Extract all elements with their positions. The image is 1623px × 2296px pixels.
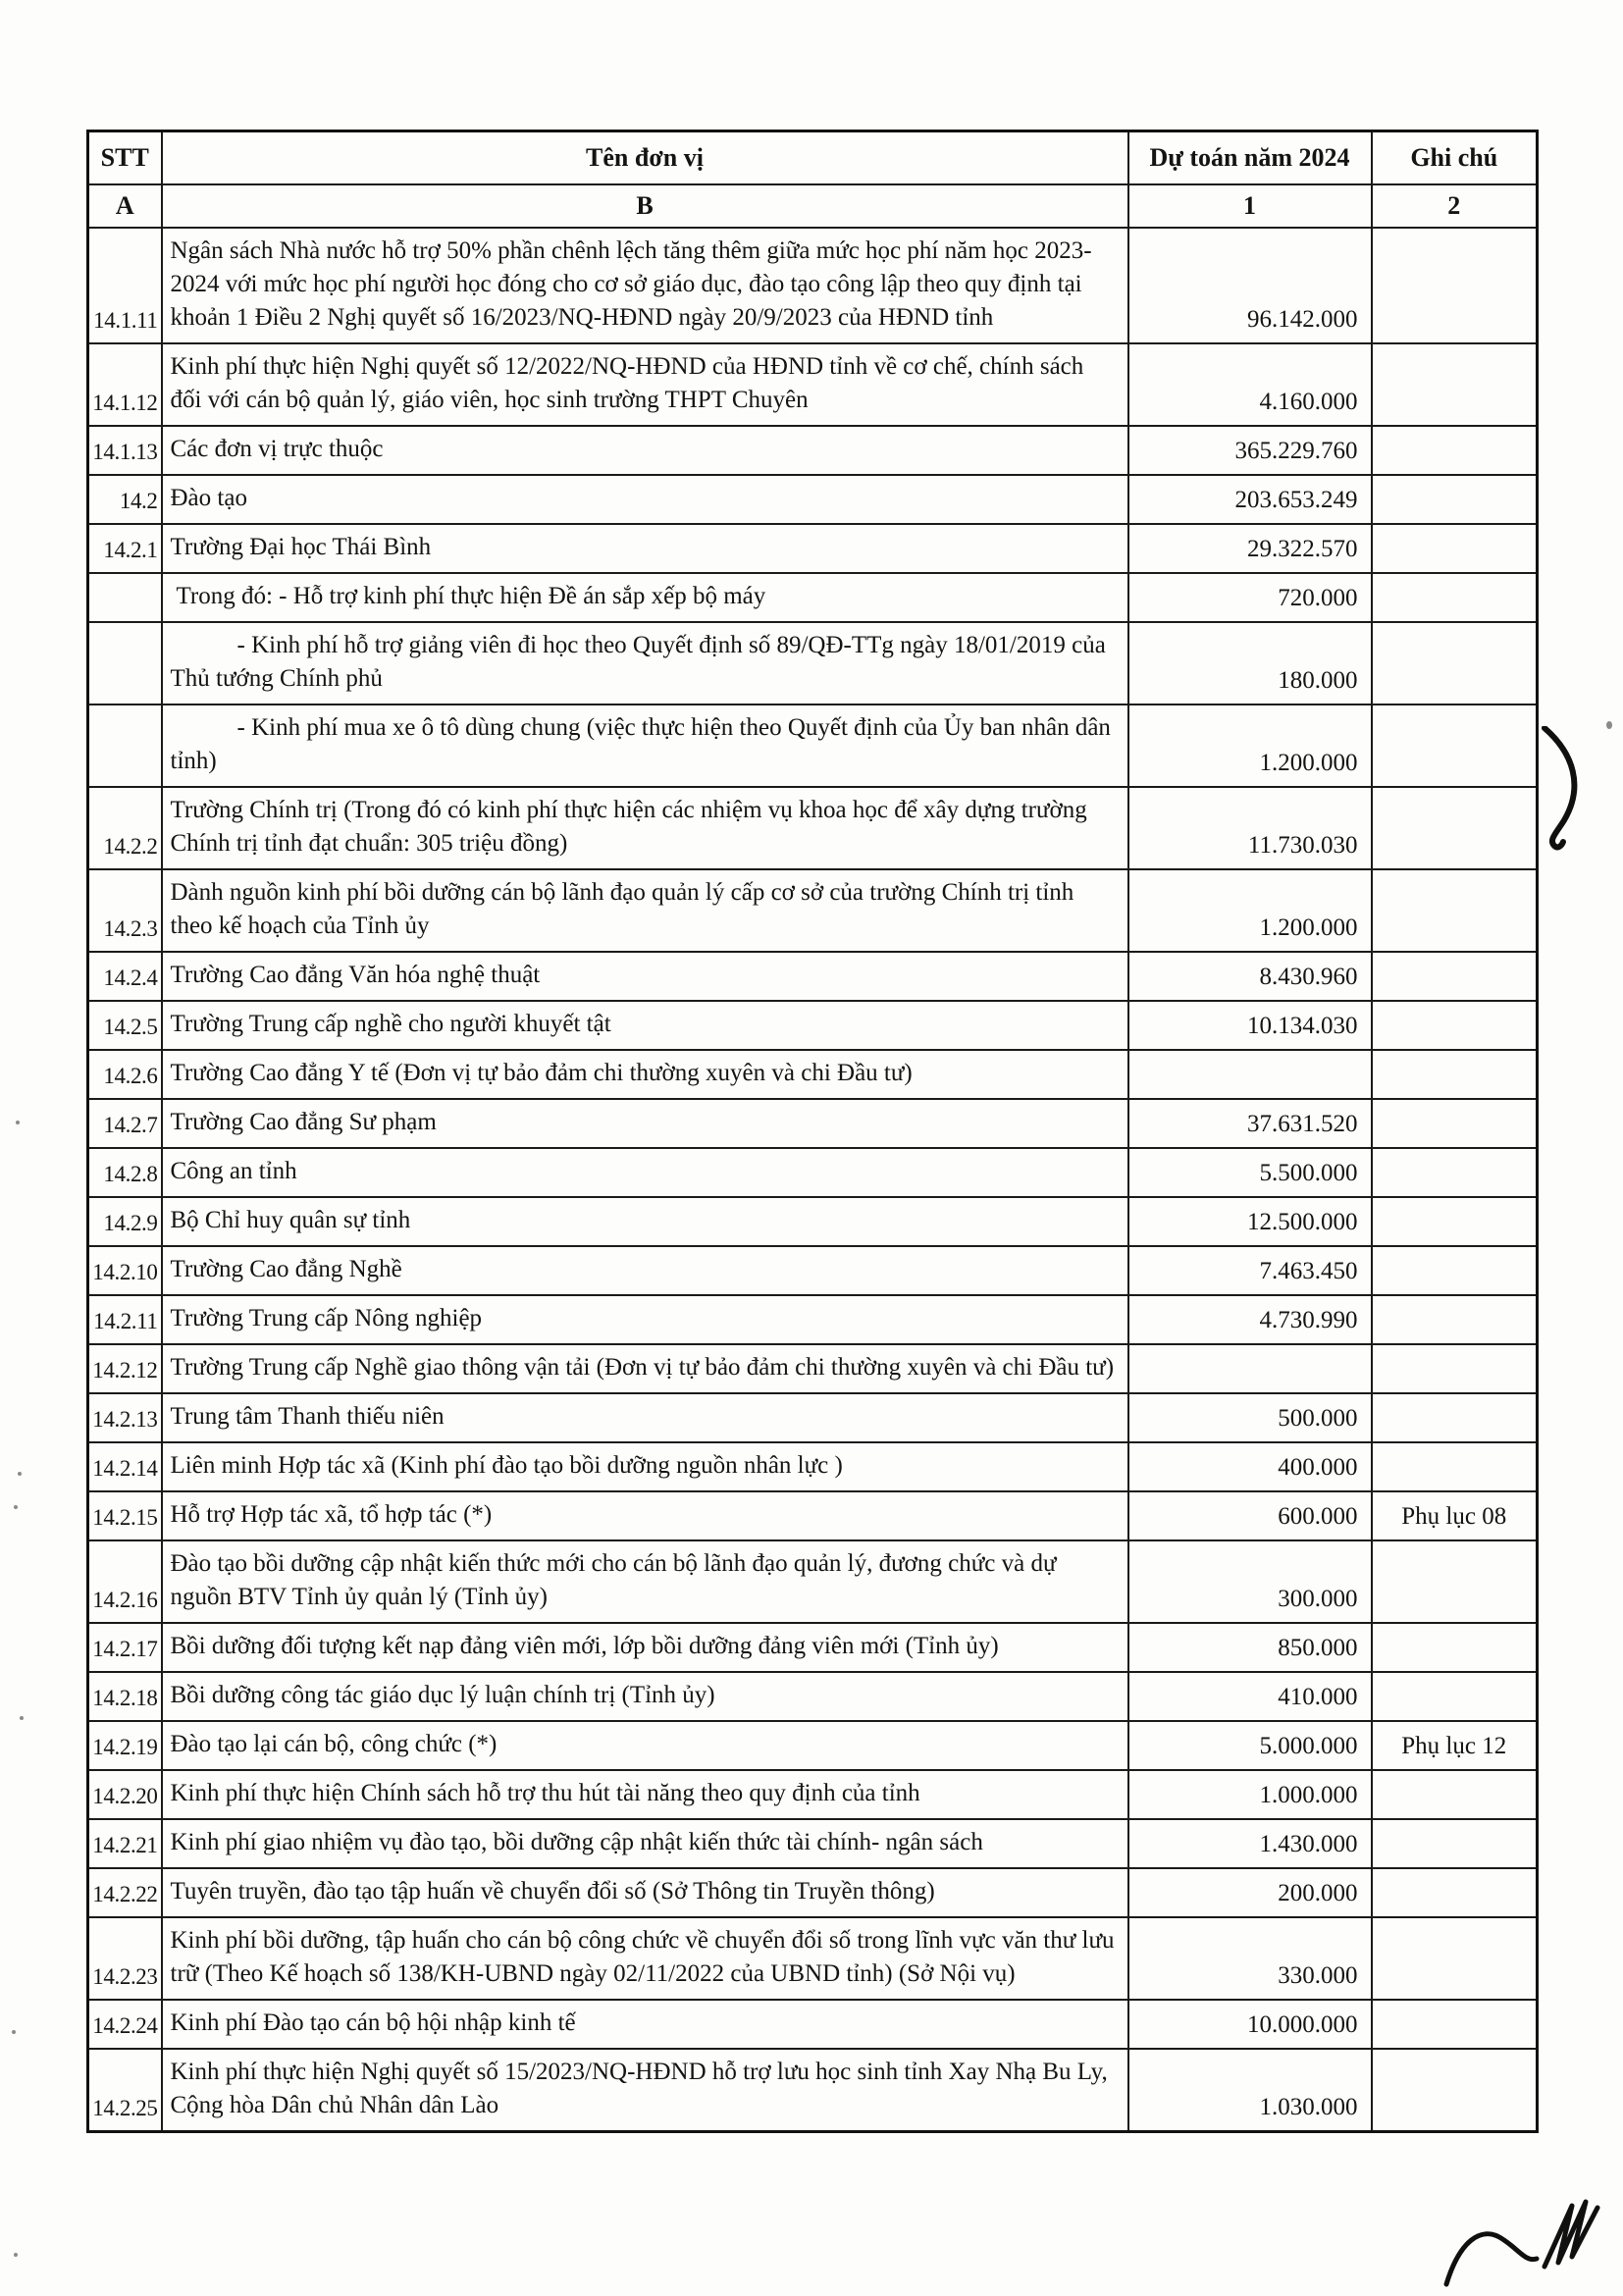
row-budget-value: 1.200.000 (1128, 869, 1372, 952)
col-header-unit-name: Tên đơn vị (162, 131, 1128, 185)
row-note (1372, 1672, 1538, 1721)
row-stt: 14.2.9 (88, 1197, 162, 1246)
row-stt (88, 704, 162, 787)
ink-speck (16, 1121, 20, 1124)
table-row (88, 869, 1538, 952)
row-note (1372, 1442, 1538, 1491)
row-note (1372, 1148, 1538, 1197)
row-unit-name: Kinh phí thực hiện Nghị quyết số 15/2023/NQ-HĐND hỗ trợ lưu học sinh tỉnh Xay Nhạ Bu Ly, Cộng hòa Dân chủ Nhân dân Lào (162, 2049, 1128, 2132)
table-row (88, 1917, 1538, 2000)
table-row (88, 1540, 1538, 1623)
table-row (88, 1050, 1538, 1099)
row-unit-name: Hỗ trợ Hợp tác xã, tổ hợp tác (*) (162, 1491, 1128, 1540)
row-note (1372, 1001, 1538, 1050)
table-row (88, 524, 1538, 573)
table-row (88, 228, 1538, 343)
row-note (1372, 1393, 1538, 1442)
row-budget-value: 400.000 (1128, 1442, 1372, 1491)
row-unit-name: Bồi dưỡng đối tượng kết nạp đảng viên mới, lớp bồi dưỡng đảng viên mới (Tỉnh ủy) (162, 1623, 1128, 1672)
row-unit-name: Công an tỉnh (162, 1148, 1128, 1197)
table-row (88, 787, 1538, 869)
row-note: Phụ lục 08 (1372, 1491, 1538, 1540)
row-unit-name: Đào tạo (162, 475, 1128, 524)
row-budget-value: 96.142.000 (1128, 228, 1372, 343)
row-budget-value: 7.463.450 (1128, 1246, 1372, 1295)
row-stt: 14.2.6 (88, 1050, 162, 1099)
col-header-stt: STT (88, 131, 162, 185)
table-row (88, 1442, 1538, 1491)
row-stt: 14.2.16 (88, 1540, 162, 1623)
table-row (88, 1721, 1538, 1770)
row-unit-name: Trung tâm Thanh thiếu niên (162, 1393, 1128, 1442)
col-subheader-1: 1 (1128, 184, 1372, 228)
table-row (88, 2049, 1538, 2132)
row-unit-name: Kinh phí thực hiện Nghị quyết số 12/2022/NQ-HĐND của HĐND tỉnh về cơ chế, chính sách đối với cán bộ quản lý, giáo viên, học sinh trường THPT Chuyên (162, 343, 1128, 426)
row-budget-value: 4.730.990 (1128, 1295, 1372, 1344)
ink-speck (14, 1505, 18, 1509)
table-row (88, 1770, 1538, 1819)
col-subheader-2: 2 (1372, 184, 1538, 228)
ink-brace-mark (1531, 726, 1609, 854)
table-row (88, 1099, 1538, 1148)
row-stt: 14.2.23 (88, 1917, 162, 2000)
row-unit-name: Liên minh Hợp tác xã (Kinh phí đào tạo bồi dưỡng nguồn nhân lực ) (162, 1442, 1128, 1491)
header-subrow (88, 184, 1538, 228)
table-row (88, 426, 1538, 475)
signature-scribble (1442, 2194, 1623, 2296)
row-note (1372, 1344, 1538, 1393)
row-note (1372, 1917, 1538, 2000)
row-note (1372, 869, 1538, 952)
table-row (88, 1148, 1538, 1197)
row-budget-value: 500.000 (1128, 1393, 1372, 1442)
row-note (1372, 1819, 1538, 1868)
row-budget-value: 5.500.000 (1128, 1148, 1372, 1197)
row-budget-value: 850.000 (1128, 1623, 1372, 1672)
row-budget-value: 29.322.570 (1128, 524, 1372, 573)
table-row (88, 1001, 1538, 1050)
row-budget-value: 1.000.000 (1128, 1770, 1372, 1819)
table-row (88, 2000, 1538, 2049)
row-stt (88, 622, 162, 704)
row-unit-name: Trường Trung cấp Nghề giao thông vận tải (Đơn vị tự bảo đảm chi thường xuyên và chi Đầu tư) (162, 1344, 1128, 1393)
table-row (88, 1623, 1538, 1672)
row-budget-value: 12.500.000 (1128, 1197, 1372, 1246)
row-note (1372, 952, 1538, 1001)
row-note (1372, 573, 1538, 622)
row-budget-value: 5.000.000 (1128, 1721, 1372, 1770)
row-unit-name: Trường Cao đẳng Văn hóa nghệ thuật (162, 952, 1128, 1001)
row-budget-value: 37.631.520 (1128, 1099, 1372, 1148)
row-note (1372, 704, 1538, 787)
row-note (1372, 622, 1538, 704)
table-row (88, 1672, 1538, 1721)
table-body (88, 228, 1538, 2132)
row-note (1372, 524, 1538, 573)
row-stt: 14.2.2 (88, 787, 162, 869)
row-stt: 14.2.12 (88, 1344, 162, 1393)
row-note (1372, 228, 1538, 343)
row-budget-value: 720.000 (1128, 573, 1372, 622)
row-unit-name: Trong đó: - Hỗ trợ kinh phí thực hiện Đề án sắp xếp bộ máy (162, 573, 1128, 622)
row-stt: 14.1.12 (88, 343, 162, 426)
row-stt: 14.2.13 (88, 1393, 162, 1442)
row-budget-value: 200.000 (1128, 1868, 1372, 1917)
table-row (88, 1393, 1538, 1442)
row-budget-value: 10.000.000 (1128, 2000, 1372, 2049)
col-header-note: Ghi chú (1372, 131, 1538, 185)
row-unit-name: Kinh phí Đào tạo cán bộ hội nhập kinh tế (162, 2000, 1128, 2049)
row-budget-value: 4.160.000 (1128, 343, 1372, 426)
row-budget-value: 8.430.960 (1128, 952, 1372, 1001)
row-budget-value (1128, 1050, 1372, 1099)
table-row (88, 622, 1538, 704)
ink-speck (14, 2253, 18, 2257)
header-row (88, 131, 1538, 185)
row-stt: 14.2.8 (88, 1148, 162, 1197)
col-subheader-a: A (88, 184, 162, 228)
row-unit-name: Bồi dưỡng công tác giáo dục lý luận chính trị (Tỉnh ủy) (162, 1672, 1128, 1721)
row-unit-name: Đào tạo lại cán bộ, công chức (*) (162, 1721, 1128, 1770)
row-stt: 14.2.17 (88, 1623, 162, 1672)
row-budget-value (1128, 1344, 1372, 1393)
row-stt: 14.2.4 (88, 952, 162, 1001)
table-row (88, 1295, 1538, 1344)
ink-speck (20, 1716, 24, 1720)
row-budget-value: 203.653.249 (1128, 475, 1372, 524)
row-unit-name: - Kinh phí mua xe ô tô dùng chung (việc thực hiện theo Quyết định của Ủy ban nhân dân tỉnh) (162, 704, 1128, 787)
table-row (88, 1246, 1538, 1295)
row-note (1372, 426, 1538, 475)
row-stt: 14.2.1 (88, 524, 162, 573)
table-row (88, 952, 1538, 1001)
row-unit-name: Trường Cao đẳng Y tế (Đơn vị tự bảo đảm chi thường xuyên và chi Đầu tư) (162, 1050, 1128, 1099)
row-note (1372, 343, 1538, 426)
row-note (1372, 1050, 1538, 1099)
row-budget-value: 1.030.000 (1128, 2049, 1372, 2132)
ink-speck (18, 1472, 22, 1476)
row-unit-name: Dành nguồn kinh phí bồi dưỡng cán bộ lãnh đạo quản lý cấp cơ sở của trường Chính trị tỉnh theo kế hoạch của Tỉnh ủy (162, 869, 1128, 952)
row-unit-name: Đào tạo bồi dưỡng cập nhật kiến thức mới cho cán bộ lãnh đạo quản lý, đương chức và dự nguồn BTV Tỉnh ủy quản lý (Tỉnh ủy) (162, 1540, 1128, 1623)
row-note (1372, 1868, 1538, 1917)
table-row (88, 475, 1538, 524)
row-note (1372, 1623, 1538, 1672)
table-row (88, 1868, 1538, 1917)
table-row (88, 343, 1538, 426)
col-header-budget-2024: Dự toán năm 2024 (1128, 131, 1372, 185)
row-note (1372, 475, 1538, 524)
row-stt: 14.2.14 (88, 1442, 162, 1491)
row-note (1372, 787, 1538, 869)
row-note (1372, 1197, 1538, 1246)
row-unit-name: Trường Trung cấp Nông nghiệp (162, 1295, 1128, 1344)
row-note (1372, 1540, 1538, 1623)
row-stt: 14.2.10 (88, 1246, 162, 1295)
row-stt: 14.2.7 (88, 1099, 162, 1148)
row-budget-value: 330.000 (1128, 1917, 1372, 2000)
table-row (88, 1197, 1538, 1246)
row-stt: 14.2.19 (88, 1721, 162, 1770)
row-unit-name: Trường Trung cấp nghề cho người khuyết tật (162, 1001, 1128, 1050)
row-stt: 14.1.11 (88, 228, 162, 343)
row-budget-value: 11.730.030 (1128, 787, 1372, 869)
row-budget-value: 1.200.000 (1128, 704, 1372, 787)
row-unit-name: Ngân sách Nhà nước hỗ trợ 50% phần chênh lệch tăng thêm giữa mức học phí năm học 2023-2024 với mức học phí người học đóng cho cơ sở giáo dục, đào tạo công lập theo quy định tại khoản 1 Điều 2 Nghị quyết số 16/2023/NQ-HĐND ngày 20/9/2023 của HĐND tỉnh (162, 228, 1128, 343)
row-stt: 14.1.13 (88, 426, 162, 475)
row-budget-value: 1.430.000 (1128, 1819, 1372, 1868)
budget-allocation-table (86, 130, 1539, 2133)
row-stt: 14.2.24 (88, 2000, 162, 2049)
row-unit-name: Kinh phí thực hiện Chính sách hỗ trợ thu hút tài năng theo quy định của tỉnh (162, 1770, 1128, 1819)
row-stt: 14.2.25 (88, 2049, 162, 2132)
row-unit-name: Trường Đại học Thái Bình (162, 524, 1128, 573)
row-unit-name: Kinh phí bồi dưỡng, tập huấn cho cán bộ công chức về chuyển đổi số trong lĩnh vực văn thư lưu trữ (Theo Kế hoạch số 138/KH-UBND ngày 02/11/2022 của UBND tỉnh) (Sở Nội vụ) (162, 1917, 1128, 2000)
row-stt: 14.2.15 (88, 1491, 162, 1540)
table-row (88, 1344, 1538, 1393)
row-unit-name: Tuyên truyền, đào tạo tập huấn về chuyển đổi số (Sở Thông tin Truyền thông) (162, 1868, 1128, 1917)
row-stt: 14.2.18 (88, 1672, 162, 1721)
row-unit-name: Các đơn vị trực thuộc (162, 426, 1128, 475)
ink-speck (1606, 721, 1612, 729)
table-header (88, 131, 1538, 229)
row-note: Phụ lục 12 (1372, 1721, 1538, 1770)
row-unit-name: Kinh phí giao nhiệm vụ đào tạo, bồi dưỡng cập nhật kiến thức tài chính- ngân sách (162, 1819, 1128, 1868)
col-subheader-b: B (162, 184, 1128, 228)
row-note (1372, 2000, 1538, 2049)
row-budget-value: 10.134.030 (1128, 1001, 1372, 1050)
row-unit-name: Trường Chính trị (Trong đó có kinh phí thực hiện các nhiệm vụ khoa học để xây dựng trường Chính trị tỉnh đạt chuẩn: 305 triệu đồng) (162, 787, 1128, 869)
row-stt: 14.2.22 (88, 1868, 162, 1917)
ink-speck (12, 2030, 16, 2034)
row-unit-name: Bộ Chỉ huy quân sự tỉnh (162, 1197, 1128, 1246)
row-stt: 14.2.11 (88, 1295, 162, 1344)
row-budget-value: 365.229.760 (1128, 426, 1372, 475)
table-row (88, 704, 1538, 787)
row-stt: 14.2.5 (88, 1001, 162, 1050)
row-note (1372, 1099, 1538, 1148)
row-budget-value: 410.000 (1128, 1672, 1372, 1721)
row-note (1372, 1246, 1538, 1295)
table-row (88, 1819, 1538, 1868)
row-budget-value: 180.000 (1128, 622, 1372, 704)
table-row (88, 1491, 1538, 1540)
row-stt (88, 573, 162, 622)
row-stt: 14.2.20 (88, 1770, 162, 1819)
row-budget-value: 300.000 (1128, 1540, 1372, 1623)
row-stt: 14.2.21 (88, 1819, 162, 1868)
row-note (1372, 1295, 1538, 1344)
row-stt: 14.2 (88, 475, 162, 524)
row-note (1372, 2049, 1538, 2132)
row-unit-name: - Kinh phí hỗ trợ giảng viên đi học theo Quyết định số 89/QĐ-TTg ngày 18/01/2019 của Thủ tướng Chính phủ (162, 622, 1128, 704)
row-note (1372, 1770, 1538, 1819)
row-unit-name: Trường Cao đẳng Nghề (162, 1246, 1128, 1295)
row-budget-value: 600.000 (1128, 1491, 1372, 1540)
row-unit-name: Trường Cao đẳng Sư phạm (162, 1099, 1128, 1148)
table-row (88, 573, 1538, 622)
row-stt: 14.2.3 (88, 869, 162, 952)
